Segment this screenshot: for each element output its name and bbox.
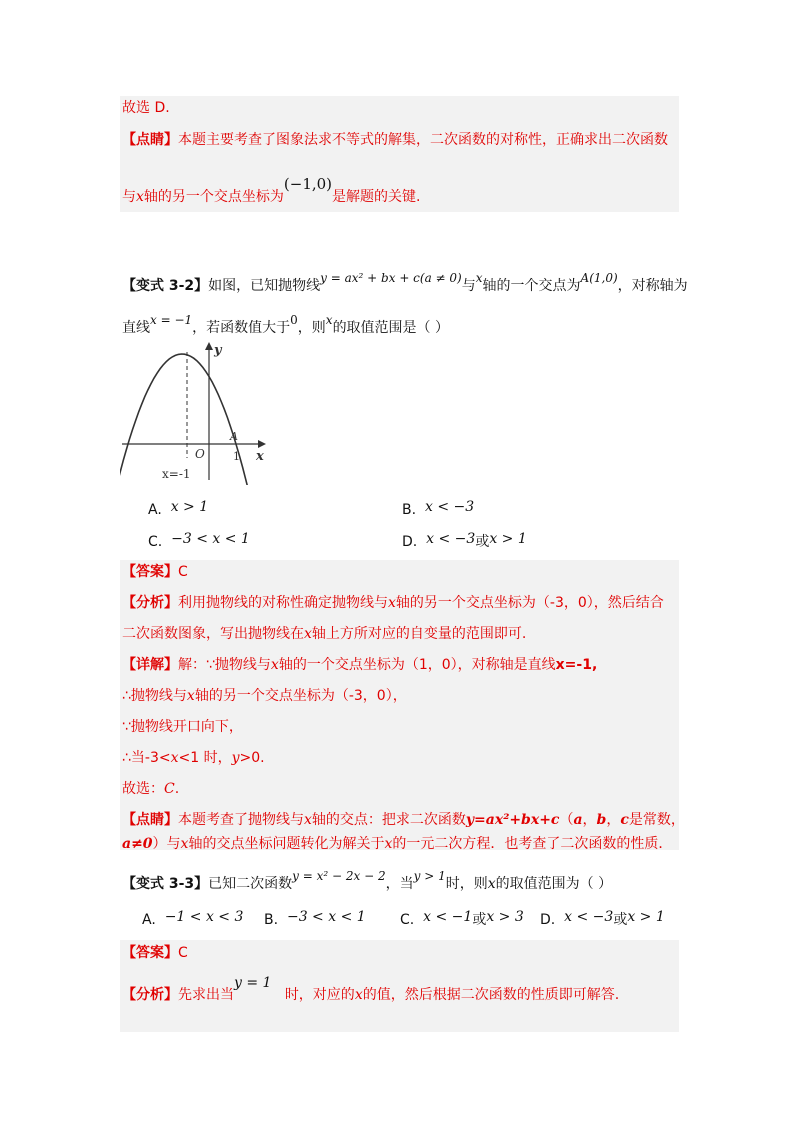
option-value: x > 1 — [627, 909, 665, 925]
text: 二次函数图象，写出抛物线在 — [122, 626, 304, 642]
previous-dianjing-line1 — [122, 130, 668, 150]
q32-line1 — [122, 271, 688, 296]
text: 是常数， — [628, 812, 685, 828]
q32-dianjing-line2 — [122, 834, 672, 854]
option-or: 或 — [472, 912, 487, 928]
option-value: x > 1 — [489, 531, 527, 547]
q33-option-a[interactable] — [142, 910, 243, 930]
parabola-graph — [120, 340, 280, 485]
var-x: x — [170, 750, 179, 766]
q32-detail-line3: ∵抛物线开口向下， — [122, 719, 243, 735]
text: 轴的交点坐标问题转化为解关于 — [188, 836, 385, 852]
q32-analysis-line2 — [122, 624, 526, 644]
dianjing-tag: 【点睛】 — [122, 132, 178, 148]
var-a: a — [573, 812, 583, 828]
text: 的一元二次方程．也考查了二次函数的性质． — [392, 836, 673, 852]
option-value: −1 < x < 3 — [164, 909, 244, 925]
q33-option-d[interactable] — [540, 910, 665, 930]
zero: 0 — [290, 313, 298, 327]
q33-analysis — [122, 975, 620, 1005]
text: ，若函数值大于 — [192, 320, 291, 336]
var-x: x — [325, 313, 333, 327]
option-label: B. — [402, 502, 417, 518]
dianjing-tag: 【点睛】 — [122, 812, 178, 828]
answer-tag: 【答案】 — [122, 945, 178, 961]
a-nonzero: a≠0 — [122, 836, 153, 852]
option-value: x > 3 — [486, 909, 524, 925]
analysis-tag: 【分析】 — [122, 595, 178, 611]
var-x: x — [186, 688, 195, 704]
point-minus1-0: (−1,0) — [283, 175, 333, 193]
text: 时，则 — [445, 876, 488, 892]
q33-tag: 【变式 3-3】 — [122, 876, 209, 892]
text: 轴上方所对应的自变量的范围即可. — [311, 626, 527, 642]
var-b: b — [596, 812, 607, 828]
text: . — [174, 781, 180, 797]
previous-conclusion: 故选 D. — [122, 100, 170, 116]
text: 是解题的关键. — [332, 189, 421, 205]
q32-option-a[interactable] — [148, 500, 208, 520]
condition: y > 1 — [413, 869, 446, 883]
option-label: C. — [400, 912, 415, 928]
var-x: x — [304, 626, 312, 642]
option-label: D. — [540, 912, 556, 928]
quadratic-function: y=ax²+bx+c — [465, 812, 560, 828]
text: 轴的一个交点坐标为（1，0），对称轴是直线 — [278, 657, 556, 673]
x-axis-label: x — [256, 449, 264, 464]
text: 与 — [122, 189, 136, 205]
option-label: D. — [402, 534, 418, 550]
var-x: x — [304, 812, 312, 828]
text: 轴的另一个交点坐标为 — [143, 189, 284, 205]
q32-dianjing-line1 — [122, 810, 685, 830]
text: ，当 — [385, 876, 414, 892]
option-label: C. — [148, 534, 163, 550]
q32-option-c[interactable] — [148, 532, 250, 552]
text: 已知二次函数 — [208, 876, 293, 892]
quadratic-function: y = x² − 2x − 2 — [292, 869, 386, 883]
q32-detail-line2 — [122, 686, 407, 706]
q33-option-c[interactable] — [400, 910, 524, 930]
analysis-tag: 【分析】 — [122, 987, 178, 1003]
text: 轴的另一个交点坐标为（-3，0）， — [194, 688, 407, 704]
text: ∴抛物线与 — [122, 688, 187, 704]
q33-answer — [122, 943, 188, 963]
symmetry-label: x=-1 — [162, 467, 191, 481]
text: ， — [582, 812, 597, 828]
dianjing-text: 本题主要考查了图象法求不等式的解集，二次函数的对称性，正确求出二次函数 — [178, 132, 668, 148]
condition: y = 1 — [234, 975, 272, 991]
var-x: x — [270, 657, 279, 673]
symmetry-equation: x=-1, — [555, 657, 598, 673]
text: ）与 — [152, 836, 181, 852]
text: <1 时， — [178, 750, 232, 766]
text: 的取值范围为（ ） — [495, 876, 613, 892]
text: 解：∵抛物线与 — [178, 657, 271, 673]
text: （ — [559, 812, 574, 828]
text: ，对称轴为 — [617, 278, 688, 294]
point-a-label: A — [230, 430, 238, 443]
option-value: x < −1 — [423, 909, 473, 925]
text: 的值，然后根据二次函数的性质即可解答. — [362, 987, 620, 1003]
var-x: x — [180, 836, 189, 852]
q32-line2 — [122, 313, 450, 338]
text: ∴当-3< — [122, 750, 171, 766]
var-x: x — [354, 987, 363, 1003]
text: 如图，已知抛物线 — [208, 278, 321, 294]
text: 轴的一个交点为 — [482, 278, 581, 294]
option-value: x < −3 — [426, 531, 476, 547]
q33-line1 — [122, 869, 613, 894]
option-value: −3 < x < 1 — [171, 531, 250, 547]
text: 时，对应的 — [284, 987, 355, 1003]
previous-dianjing-line2 — [122, 175, 421, 207]
option-or: 或 — [613, 912, 628, 928]
q32-answer — [122, 562, 188, 582]
symmetry-axis: x = −1 — [150, 313, 193, 327]
var-x: x — [384, 836, 393, 852]
option-or: 或 — [475, 534, 490, 550]
q33-option-b[interactable] — [264, 910, 366, 930]
text: 故选： — [122, 781, 164, 797]
q32-option-b[interactable] — [402, 500, 474, 520]
answer-value: C — [178, 945, 188, 961]
text: 直线 — [122, 320, 150, 336]
y-axis-label: y — [214, 343, 222, 358]
text: 利用抛物线的对称性确定抛物线与 — [178, 595, 388, 611]
text: 轴的另一个交点坐标为（-3，0），然后结合 — [395, 595, 664, 611]
text: 轴的交点：把求二次函数 — [311, 812, 466, 828]
parabola-equation: y = ax² + bx + c(a ≠ 0) — [320, 271, 462, 285]
q32-tag: 【变式 3-2】 — [122, 278, 209, 294]
q32-detail-line4 — [122, 748, 265, 768]
text: ，则 — [297, 320, 326, 336]
answer-value: C — [178, 564, 188, 580]
option-label: A. — [148, 502, 162, 518]
origin-label: O — [195, 447, 205, 461]
text: >0. — [239, 750, 265, 766]
option-label: B. — [264, 912, 279, 928]
var-y: y — [231, 750, 240, 766]
answer-tag: 【答案】 — [122, 564, 178, 580]
var-c: c — [620, 812, 629, 828]
var-x: x — [475, 271, 483, 285]
text: 与 — [461, 278, 476, 294]
tick-one-label: 1 — [233, 450, 240, 463]
text: 的取值范围是（ ） — [332, 320, 450, 336]
q32-detail-line1 — [122, 655, 597, 675]
var-x: x — [487, 876, 496, 892]
x-axis-arrow — [258, 440, 266, 448]
text: 本题考查了抛物线与 — [178, 812, 304, 828]
var-x: x — [136, 189, 144, 205]
option-value: x > 1 — [170, 499, 209, 515]
q32-analysis-line1 — [122, 593, 664, 613]
option-value: x < −3 — [564, 909, 614, 925]
option-value: −3 < x < 1 — [286, 909, 366, 925]
option-value: x < −3 — [424, 499, 475, 515]
var-x: x — [388, 595, 396, 611]
selected-option: C — [164, 781, 175, 797]
detail-tag: 【详解】 — [122, 657, 178, 673]
text: ， — [606, 812, 621, 828]
q32-select — [122, 779, 179, 799]
point-a: A(1,0) — [580, 271, 618, 285]
q32-option-d[interactable] — [402, 532, 527, 552]
option-label: A. — [142, 912, 156, 928]
text: 先求出当 — [178, 987, 234, 1003]
y-axis-arrow — [205, 342, 213, 350]
parabola-curve — [120, 354, 280, 485]
